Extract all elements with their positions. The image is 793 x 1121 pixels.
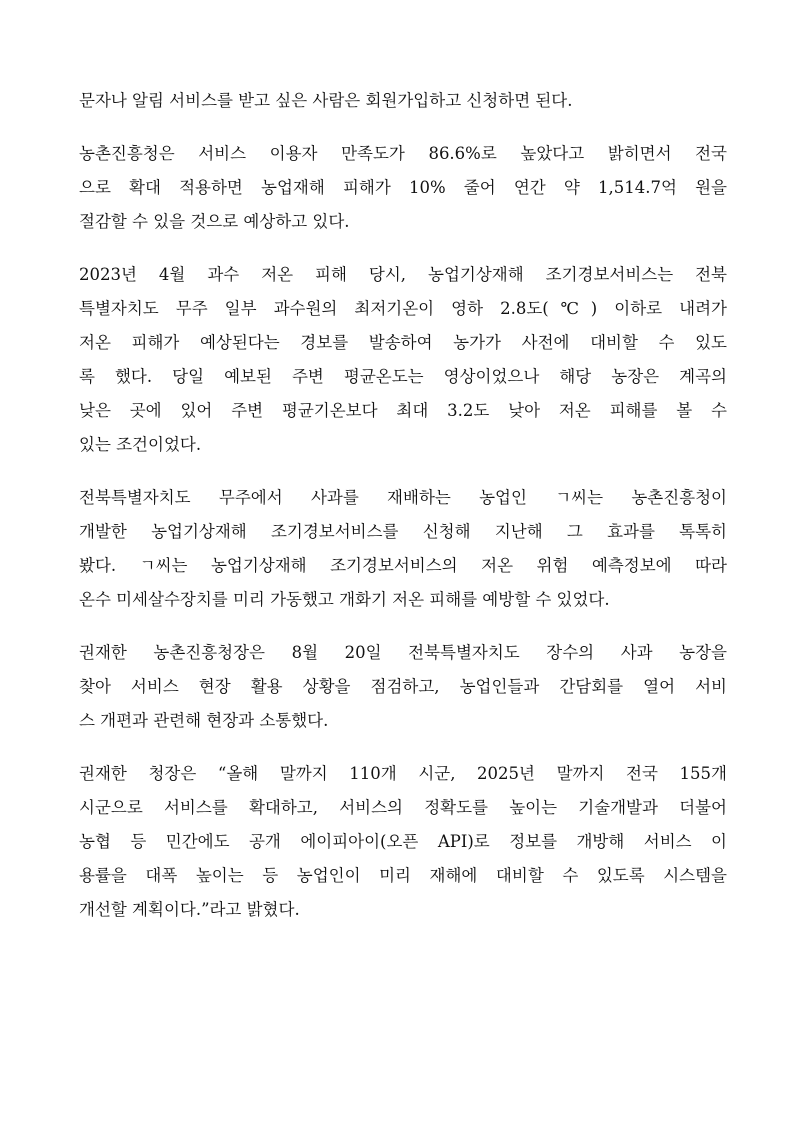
- text-line: 으로 확대 적용하면 농업재해 피해가 10% 줄어 연간 약 1,514.7억 원을: [79, 178, 727, 197]
- text-line: 시군으로 서비스를 확대하고, 서비스의 정확도를 높이는 기술개발과 더불어: [79, 798, 727, 817]
- text-line: 개발한 농업기상재해 조기경보서비스를 신청해 지난해 그 효과를 톡톡히: [79, 522, 727, 541]
- text-line: 특별자치도 무주 일부 과수원의 최저기온이 영하 2.8도(℃) 이하로 내려가: [79, 299, 727, 318]
- text-line: 스 개편과 관련해 현장과 소통했다.: [79, 711, 329, 730]
- text-line: 봤다. ㄱ씨는 농업기상재해 조기경보서비스의 저온 위험 예측정보에 따라: [79, 556, 727, 575]
- paragraph-visit: [79, 636, 727, 738]
- paragraph-quote: [79, 757, 727, 927]
- paragraph-satisfaction: [79, 137, 727, 239]
- text-line: 있는 조건이었다.: [79, 435, 202, 454]
- text-line: 저온 피해가 예상된다는 경보를 발송하여 농가가 사전에 대비할 수 있도: [79, 333, 727, 352]
- text-line: 용률을 대폭 높이는 등 농업인이 미리 재해에 대비할 수 있도록 시스템을: [79, 866, 727, 885]
- text-line: 농협 등 민간에도 공개 에이피아이(오픈 API)로 정보를 개방해 서비스 이: [79, 832, 727, 851]
- text-line: 권재한 농촌진흥청장은 8월 20일 전북특별자치도 장수의 사과 농장을: [79, 643, 727, 662]
- text-line: 전북특별자치도 무주에서 사과를 재배하는 농업인 ㄱ씨는 농촌진흥청이: [79, 488, 727, 507]
- document-body: [79, 84, 727, 946]
- paragraph-farmer-case: [79, 481, 727, 617]
- text-line: 온수 미세살수장치를 미리 가동했고 개화기 저온 피해를 예방할 수 있었다.: [79, 590, 610, 609]
- paragraph-signup: [79, 84, 727, 118]
- text-line: 농촌진흥청은 서비스 이용자 만족도가 86.6%로 높았다고 밝히면서 전국: [79, 144, 727, 163]
- text-line: 개선할 계획이다.”라고 밝혔다.: [79, 900, 300, 919]
- text-line: 2023년 4월 과수 저온 피해 당시, 농업기상재해 조기경보서비스는 전북: [79, 265, 727, 284]
- text-line: 권재한 청장은 “올해 말까지 110개 시군, 2025년 말까지 전국 155개: [79, 764, 727, 783]
- text-line: 낮은 곳에 있어 주변 평균기온보다 최대 3.2도 낮아 저온 피해를 볼 수: [79, 401, 727, 420]
- text-line: 절감할 수 있을 것으로 예상하고 있다.: [79, 212, 350, 231]
- text-line: 문자나 알림 서비스를 받고 싶은 사람은 회원가입하고 신청하면 된다.: [79, 91, 573, 110]
- text-line: 록 했다. 당일 예보된 주변 평균온도는 영상이었으나 해당 농장은 계곡의: [79, 367, 727, 386]
- text-line: 찾아 서비스 현장 활용 상황을 점검하고, 농업인들과 간담회를 열어 서비: [79, 677, 727, 696]
- paragraph-2023-frost: [79, 258, 727, 462]
